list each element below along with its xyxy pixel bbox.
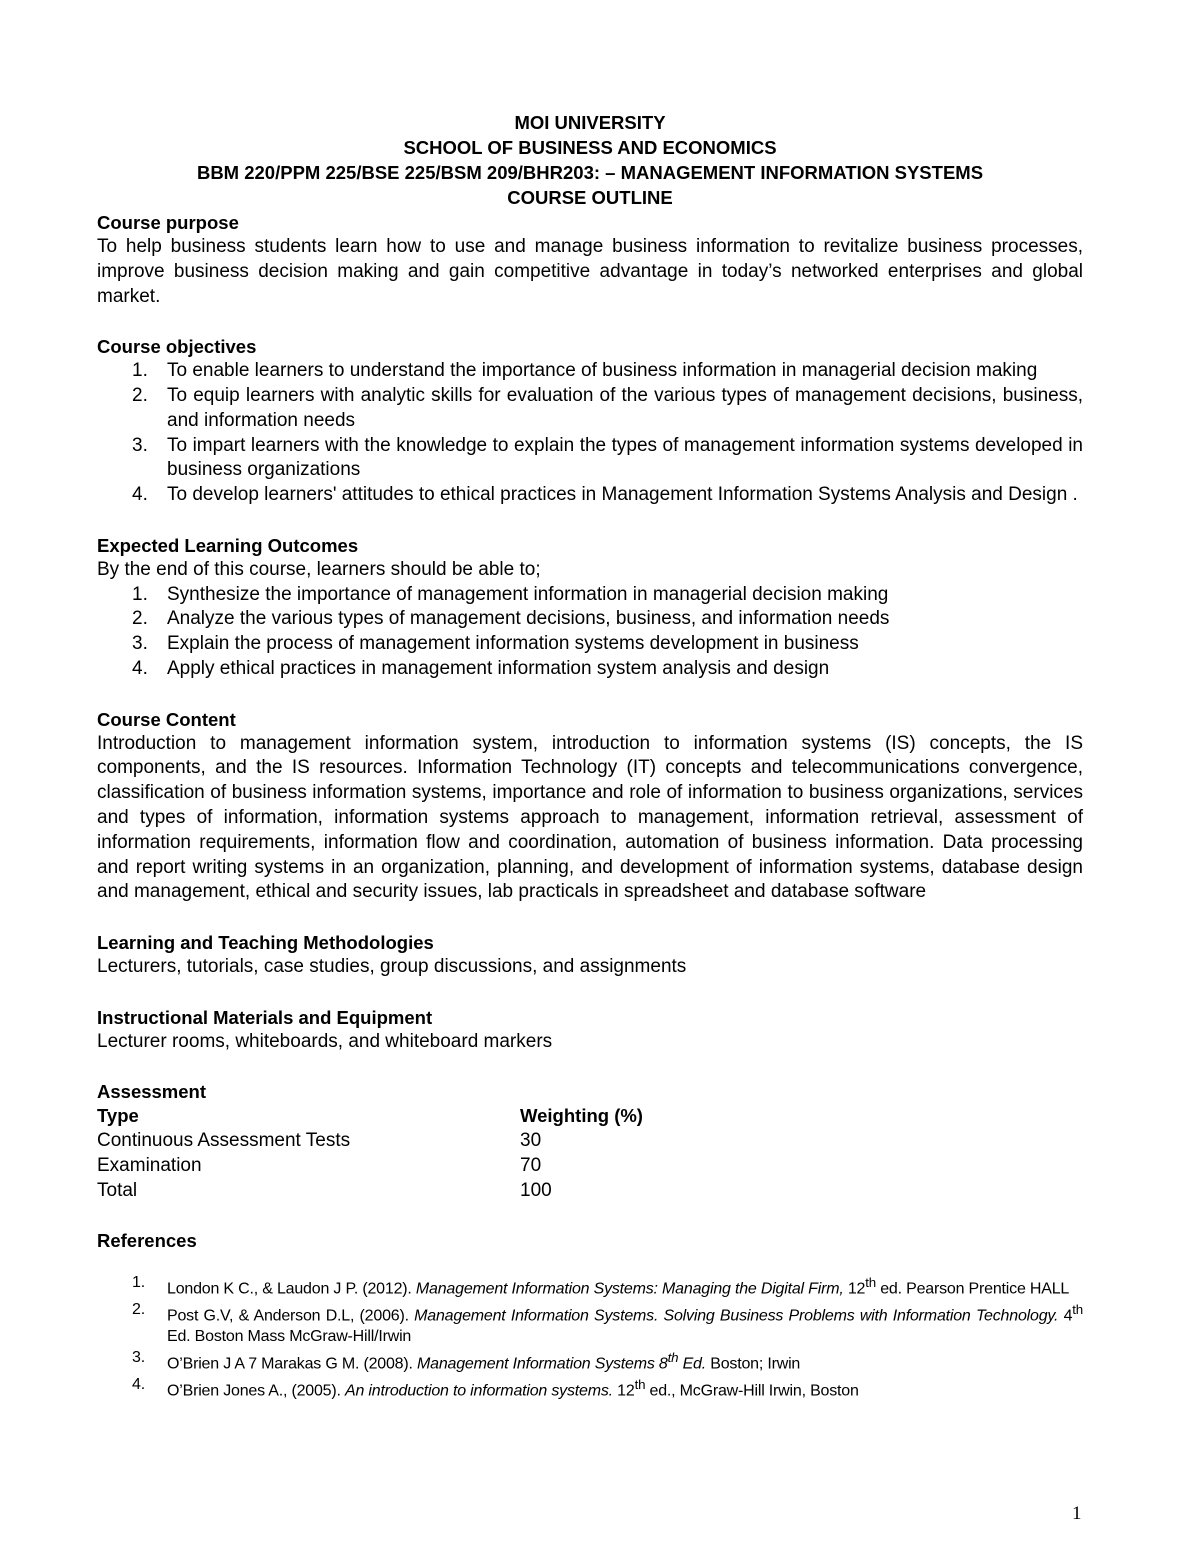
document-title: COURSE OUTLINE — [507, 187, 673, 208]
page-number: 1 — [1072, 1503, 1082, 1524]
assessment-table — [97, 1104, 643, 1203]
list-item: 2. Analyze the various types of management decisions, business, and information needs — [132, 608, 890, 630]
list-item: 3. Explain the process of management information systems development in business — [132, 633, 859, 655]
table-row — [97, 1129, 643, 1154]
table-row — [97, 1179, 643, 1204]
content-heading: Course Content — [97, 708, 236, 730]
list-item: 4. Apply ethical practices in management information system analysis and design — [132, 657, 830, 679]
table-row — [97, 1154, 643, 1179]
purpose-heading: Course purpose — [97, 212, 239, 233]
assessment-type: Continuous Assessment Tests — [97, 1129, 351, 1151]
assessment-weight: 100 — [520, 1179, 552, 1201]
references-heading: References — [97, 1230, 197, 1252]
content-text: Introduction to management information system, introduction to information systems (IS) concepts, the IS components, and the IS resources. Information Technology (IT) concepts and telecommunications convergence, classification of business information systems, importance and role of information to business organizations, services and types of information, information systems approach to management, information retrieval, assessment of information requirements, information flow and coordination, automation of business information. Data processing and report writing systems in an organization, planning, and development of information systems, database design and management, ethical and security issues, lab practicals in spreadsheet and database software — [97, 732, 1083, 903]
purpose-text: To help business students learn how to use and manage business information to revitalize business processes, improve business decision making and gain competitive advantage in today’s networked enterprises and global market. — [97, 236, 1083, 307]
reference-item: 4. O’Brien Jones A., (2005). An introduction to information systems. 12th ed., McGraw-Hill Irwin, Boston — [132, 1376, 859, 1400]
university-name: MOI UNIVERSITY — [514, 112, 666, 133]
list-item: 1. Synthesize the importance of management information in managerial decision making — [132, 583, 889, 605]
assessment-heading: Assessment — [97, 1081, 207, 1103]
list-item: 1. To enable learners to understand the importance of business information in managerial decision making — [132, 360, 1038, 382]
reference-item: 3. O’Brien J A 7 Marakas G M. (2008). Management Information Systems 8th Ed. Boston; Irwin — [132, 1348, 801, 1373]
objectives-heading: Course objectives — [97, 336, 257, 358]
course-codes: BBM 220/PPM 225/BSE 225/BSM 209/BHR203: – MANAGEMENT INFORMATION SYSTEMS — [196, 162, 984, 183]
outcomes-heading: Expected Learning Outcomes — [97, 534, 359, 556]
assessment-type: Total — [97, 1179, 138, 1201]
objectives-list — [97, 359, 1083, 508]
references-list — [97, 1273, 1083, 1401]
document-header — [97, 110, 1083, 210]
materials-text: Lecturer rooms, whiteboards, and whiteboard markers — [97, 1030, 553, 1052]
weighting-column-header: Weighting (%) — [520, 1105, 643, 1127]
list-item: 3. To impart learners with the knowledge to explain the types of management information systems developed in business organizations — [132, 434, 1083, 481]
reference-item: 2. Post G.V, & Anderson D.L, (2006). Management Information Systems. Solving Business Problems with Information Technology. 4th Ed. Boston Mass McGraw-Hill/Irwin — [132, 1301, 1083, 1345]
methodologies-text: Lecturers, tutorials, case studies, group discussions, and assignments — [97, 955, 687, 977]
type-column-header: Type — [97, 1105, 139, 1127]
assessment-weight: 30 — [520, 1129, 542, 1151]
assessment-type: Examination — [97, 1154, 202, 1176]
materials-heading: Instructional Materials and Equipment — [97, 1006, 433, 1028]
outcomes-list — [97, 583, 1083, 682]
methodologies-heading: Learning and Teaching Methodologies — [97, 931, 434, 953]
list-item: 2. To equip learners with analytic skills for evaluation of the various types of management decisions, business, and information needs — [132, 384, 1083, 431]
assessment-weight: 70 — [520, 1154, 542, 1176]
table-header-row — [97, 1104, 643, 1129]
outcomes-intro: By the end of this course, learners should be able to; — [97, 558, 541, 580]
school-name: SCHOOL OF BUSINESS AND ECONOMICS — [403, 137, 777, 158]
list-item: 4. To develop learners' attitudes to ethical practices in Management Information Systems Analysis and Design . — [132, 484, 1078, 506]
reference-item: 1. London K C., & Laudon J P. (2012). Management Information Systems: Managing the Digital Firm, 12th ed. Pearson Prentice HALL — [132, 1274, 1070, 1298]
document-page — [97, 110, 1083, 1402]
